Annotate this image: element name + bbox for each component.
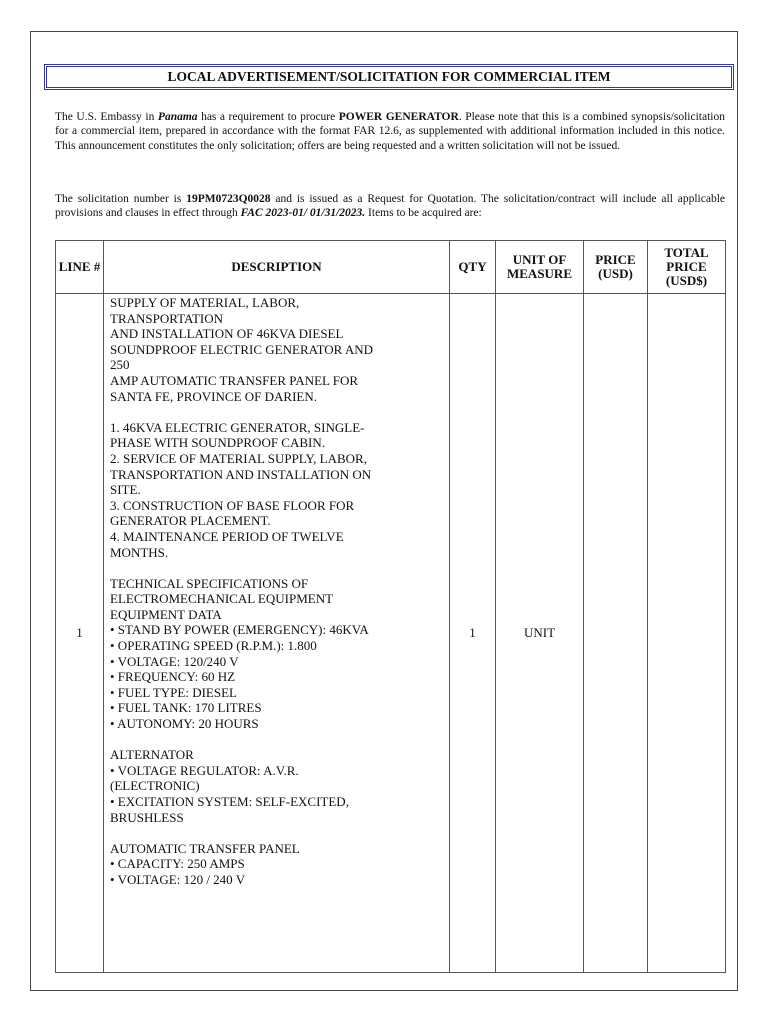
description-line: AMP AUTOMATIC TRANSFER PANEL FOR	[110, 372, 359, 388]
description-lines	[110, 295, 443, 888]
description-line: • VOLTAGE: 120/240 V	[110, 653, 239, 669]
description-line: • FUEL TANK: 170 LITRES	[110, 700, 262, 716]
header-description: DESCRIPTION	[104, 241, 450, 294]
header-unit: UNIT OF MEASURE	[496, 241, 584, 294]
description-line: • AUTONOMY: 20 HOURS	[110, 716, 259, 732]
description-line: TRANSPORTATION AND INSTALLATION ON	[110, 466, 372, 482]
cell-price	[584, 294, 648, 973]
solicitation-number: 19PM0723Q0028	[186, 193, 271, 205]
description-line: SITE.	[110, 482, 141, 498]
description-line	[110, 560, 443, 576]
table-row	[56, 294, 726, 973]
cell-qty: 1	[450, 294, 496, 973]
intro-paragraph	[55, 110, 725, 153]
description-line: • FUEL TYPE: DIESEL	[110, 684, 237, 700]
document-title	[44, 64, 734, 90]
description-line: 250	[110, 357, 130, 373]
description-line: EQUIPMENT DATA	[110, 606, 222, 622]
cell-description	[104, 294, 450, 973]
description-line: AND INSTALLATION OF 46KVA DIESEL	[110, 326, 344, 342]
intro-text-3: . Please note that this is a combined synopsis/solicitation for a commercial item, prepared in accordance with the format FAR 12.6, as supplemented with additional information included in this notice. This announcement constitutes the only solicitation; offers are being requested and a written solicitation will not be issued.	[55, 111, 725, 152]
description-line: • STAND BY POWER (EMERGENCY): 46KVA	[110, 622, 369, 638]
description-line: PHASE WITH SOUNDPROOF CABIN.	[110, 435, 326, 451]
description-line	[110, 732, 443, 748]
description-line: • FREQUENCY: 60 HZ	[110, 669, 236, 685]
description-line: GENERATOR PLACEMENT.	[110, 513, 271, 529]
solicitation-paragraph	[55, 192, 725, 221]
intro-country: Panama	[157, 111, 198, 123]
intro-text-2: has a requirement to procure	[197, 111, 339, 123]
description-line: • VOLTAGE: 120 / 240 V	[110, 871, 246, 887]
description-line: AUTOMATIC TRANSFER PANEL	[110, 840, 300, 856]
description-line: SOUNDPROOF ELECTRIC GENERATOR AND	[110, 341, 374, 357]
solicitation-text-2: and is issued as a Request for Quotation. The solicitation/contract will include all applicable provisions and clauses in effect through	[55, 193, 725, 220]
description-line: • EXCITATION SYSTEM: SELF-EXCITED,	[110, 794, 349, 809]
description-line: BRUSHLESS	[110, 809, 184, 825]
intro-text-1: The U.S. Embassy in	[55, 111, 158, 123]
description-line: 1. 46KVA ELECTRIC GENERATOR, SINGLE-	[110, 419, 365, 435]
solicitation-text-3: Items to be acquired are:	[365, 207, 482, 220]
header-line: LINE #	[56, 241, 104, 294]
description-line: • OPERATING SPEED (R.P.M.): 1.800	[110, 638, 317, 654]
table-header-row	[56, 241, 726, 294]
description-line	[110, 825, 443, 841]
description-line: TECHNICAL SPECIFICATIONS OF	[110, 575, 309, 591]
cell-total	[648, 294, 726, 973]
header-qty: QTY	[450, 241, 496, 294]
description-line: • CAPACITY: 250 AMPS	[110, 856, 245, 872]
description-line: • VOLTAGE REGULATOR: A.V.R.	[110, 762, 299, 778]
header-price: PRICE (USD)	[584, 241, 648, 294]
description-line: SUPPLY OF MATERIAL, LABOR,	[110, 295, 300, 310]
description-line: 4. MAINTENANCE PERIOD OF TWELVE	[110, 528, 344, 544]
description-line: (ELECTRONIC)	[110, 778, 200, 794]
description-line: ALTERNATOR	[110, 747, 194, 763]
header-total: TOTAL PRICE (USD$)	[648, 241, 726, 294]
description-line: TRANSPORTATION	[110, 310, 224, 326]
description-line: 3. CONSTRUCTION OF BASE FLOOR FOR	[110, 497, 355, 513]
description-line: 2. SERVICE OF MATERIAL SUPPLY, LABOR,	[110, 450, 367, 466]
solicitation-fac: FAC 2023-01/ 01/31/2023.	[240, 207, 366, 220]
description-line: MONTHS.	[110, 544, 169, 560]
cell-unit: UNIT	[496, 294, 584, 973]
cell-line: 1	[56, 294, 104, 973]
description-line	[110, 404, 443, 420]
description-line: ELECTROMECHANICAL EQUIPMENT	[110, 591, 334, 607]
description-line: SANTA FE, PROVINCE OF DARIEN.	[110, 388, 317, 404]
solicitation-text-1: The solicitation number is	[55, 193, 187, 205]
document-title-text: LOCAL ADVERTISEMENT/SOLICITATION FOR COMMERCIAL ITEM	[167, 69, 611, 84]
items-table	[55, 240, 726, 973]
intro-item: POWER GENERATOR	[338, 111, 459, 123]
